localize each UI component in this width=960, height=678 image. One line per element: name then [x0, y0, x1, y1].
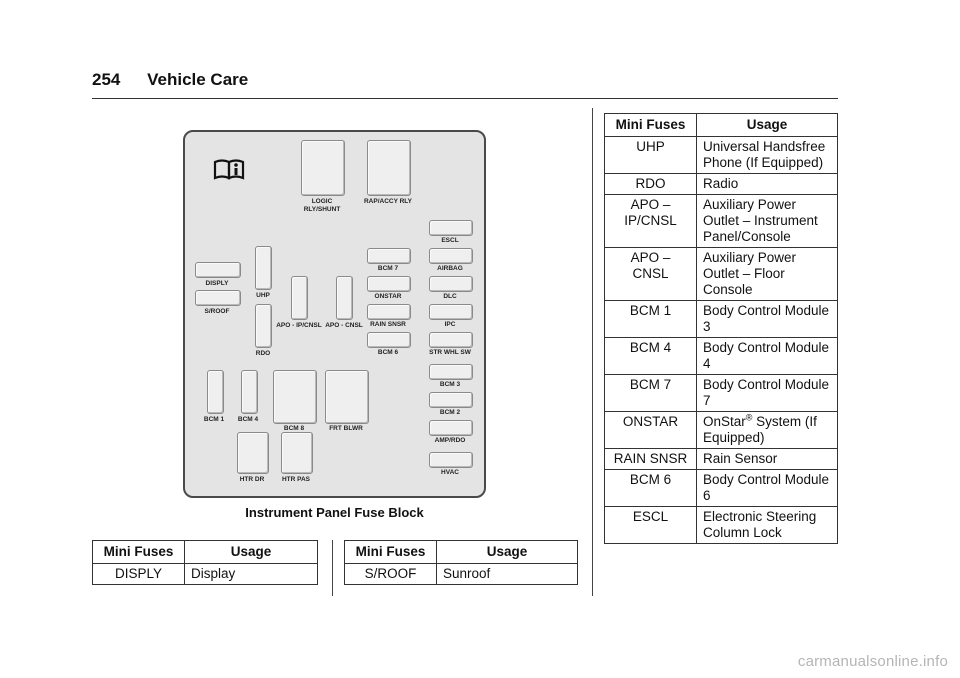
fuse-cell: BCM 6: [605, 470, 697, 507]
fuse-hvac: [429, 452, 473, 468]
table-header-row: [345, 541, 578, 564]
table-row: [605, 449, 838, 470]
col-header-usage: Usage: [437, 541, 578, 564]
fuse-amp-rdo: [429, 420, 473, 436]
label-bcm6: BCM 6: [377, 349, 399, 356]
col-header-fuse: Mini Fuses: [605, 114, 697, 137]
label-rain: RAIN SNSR: [370, 321, 406, 328]
label-dlc: DLC: [443, 293, 457, 300]
table-row: [93, 564, 318, 585]
fuse-cell: DISPLY: [93, 564, 185, 585]
label-rap: RAP/ACCY RLY: [363, 198, 413, 205]
fuse-dlc: [429, 276, 473, 292]
table-header-row: [605, 114, 838, 137]
label-bcm2: BCM 2: [439, 409, 461, 416]
table-row: [605, 470, 838, 507]
usage-text: System (If Equipped): [703, 414, 817, 445]
usage-cell: Body Control Module 4: [697, 338, 838, 375]
watermark: carmanualsonline.info: [797, 653, 948, 670]
manual-info-icon: [213, 158, 247, 180]
label-airbag: AIRBAG: [437, 265, 463, 272]
label-frtblwr: FRT BLWR: [329, 425, 363, 432]
label-bcm3: BCM 3: [439, 381, 461, 388]
fuse-bcm2: [429, 392, 473, 408]
label-strwhl: STR WHL SW: [429, 349, 471, 356]
fuse-logic-relay: [301, 140, 345, 196]
fuse-cell: RDO: [605, 174, 697, 195]
page-number: 254: [92, 70, 121, 89]
label-apo-cnsl: APO - CNSL: [325, 322, 363, 329]
fuse-cell: BCM 1: [605, 301, 697, 338]
column-divider-right: [592, 108, 593, 596]
fuse-bcm7: [367, 248, 411, 264]
table-row: [605, 301, 838, 338]
label-htrpas: HTR PAS: [281, 476, 311, 483]
usage-cell: Auxiliary Power Outlet – Floor Console: [697, 248, 838, 301]
label-disply: DISPLY: [205, 280, 229, 287]
label-sroof: S/ROOF: [204, 308, 230, 315]
label-bcm8: BCM 8: [283, 425, 305, 432]
fuse-bcm8: [273, 370, 317, 424]
usage-cell: [697, 412, 838, 449]
header-rule: [92, 98, 838, 99]
col-header-usage: Usage: [697, 114, 838, 137]
usage-cell: Body Control Module 6: [697, 470, 838, 507]
label-htrdr: HTR DR: [239, 476, 265, 483]
table-row: [605, 375, 838, 412]
fuse-rap-relay: [367, 140, 411, 196]
fuse-cell: S/ROOF: [345, 564, 437, 585]
fuse-cell: RAIN SNSR: [605, 449, 697, 470]
fuse-table-2: [344, 540, 578, 585]
fuse-htr-pas: [281, 432, 313, 474]
fuse-rain-snsr: [367, 304, 411, 320]
fuse-cell: APO – IP/CNSL: [605, 195, 697, 248]
column-divider-left: [332, 540, 333, 596]
label-bcm1: BCM 1: [203, 416, 225, 423]
fuse-rdo: [255, 304, 272, 348]
fuse-cell: ESCL: [605, 507, 697, 544]
section-title: Vehicle Care: [147, 70, 249, 89]
fuse-uhp: [255, 246, 272, 290]
fuse-bcm4: [241, 370, 258, 414]
fuse-htr-dr: [237, 432, 269, 474]
label-escl: ESCL: [441, 237, 459, 244]
usage-cell: Body Control Module 3: [697, 301, 838, 338]
fuse-cell: APO – CNSL: [605, 248, 697, 301]
usage-text: OnStar: [703, 414, 746, 429]
fuse-block-diagram: [183, 130, 486, 498]
table-row: [605, 338, 838, 375]
label-rdo: RDO: [255, 350, 271, 357]
col-header-fuse: Mini Fuses: [345, 541, 437, 564]
fuse-apo-ip-cnsl: [291, 276, 308, 320]
fuse-cell: BCM 7: [605, 375, 697, 412]
fuse-airbag: [429, 248, 473, 264]
fuse-cell: UHP: [605, 137, 697, 174]
label-logic: LOGIC: [311, 198, 333, 205]
fuse-bcm3: [429, 364, 473, 380]
label-uhp: UHP: [256, 292, 270, 299]
diagram-caption: Instrument Panel Fuse Block: [245, 505, 424, 520]
table-row: [605, 507, 838, 544]
usage-cell: Display: [185, 564, 318, 585]
label-rly-shunt: RLY/SHUNT: [303, 206, 341, 213]
fuse-sroof: [195, 290, 241, 306]
table-header-row: [93, 541, 318, 564]
table-row: [345, 564, 578, 585]
usage-cell: Radio: [697, 174, 838, 195]
fuse-table-1: [92, 540, 318, 585]
fuse-escl: [429, 220, 473, 236]
registered-mark: ®: [745, 412, 753, 423]
label-ipc: IPC: [444, 321, 456, 328]
usage-cell: Universal Handsfree Phone (If Equipped): [697, 137, 838, 174]
fuse-cell: BCM 4: [605, 338, 697, 375]
usage-cell: Body Control Module 7: [697, 375, 838, 412]
fuse-cell: ONSTAR: [605, 412, 697, 449]
fuse-table-3: [604, 113, 838, 544]
col-header-fuse: Mini Fuses: [93, 541, 185, 564]
fuse-bcm1: [207, 370, 224, 414]
fuse-str-whl-sw: [429, 332, 473, 348]
label-bcm4: BCM 4: [237, 416, 259, 423]
label-bcm7: BCM 7: [377, 265, 399, 272]
fuse-frt-blwr: [325, 370, 369, 424]
label-hvac: HVAC: [441, 469, 459, 476]
page-header: [92, 70, 248, 90]
fuse-apo-cnsl: [336, 276, 353, 320]
col-header-usage: Usage: [185, 541, 318, 564]
table-row: [605, 248, 838, 301]
usage-cell: Rain Sensor: [697, 449, 838, 470]
label-apo-ip: APO - IP/CNSL: [276, 322, 322, 329]
table-row: [605, 412, 838, 449]
usage-cell: Sunroof: [437, 564, 578, 585]
fuse-bcm6: [367, 332, 411, 348]
fuse-ipc: [429, 304, 473, 320]
fuse-onstar: [367, 276, 411, 292]
table-row: [605, 137, 838, 174]
label-onstar: ONSTAR: [374, 293, 402, 300]
fuse-disply: [195, 262, 241, 278]
table-row: [605, 195, 838, 248]
table-row: [605, 174, 838, 195]
usage-cell: Electronic Steering Column Lock: [697, 507, 838, 544]
label-amprdo: AMP/RDO: [434, 437, 466, 444]
usage-cell: Auxiliary Power Outlet – Instrument Panel/Console: [697, 195, 838, 248]
